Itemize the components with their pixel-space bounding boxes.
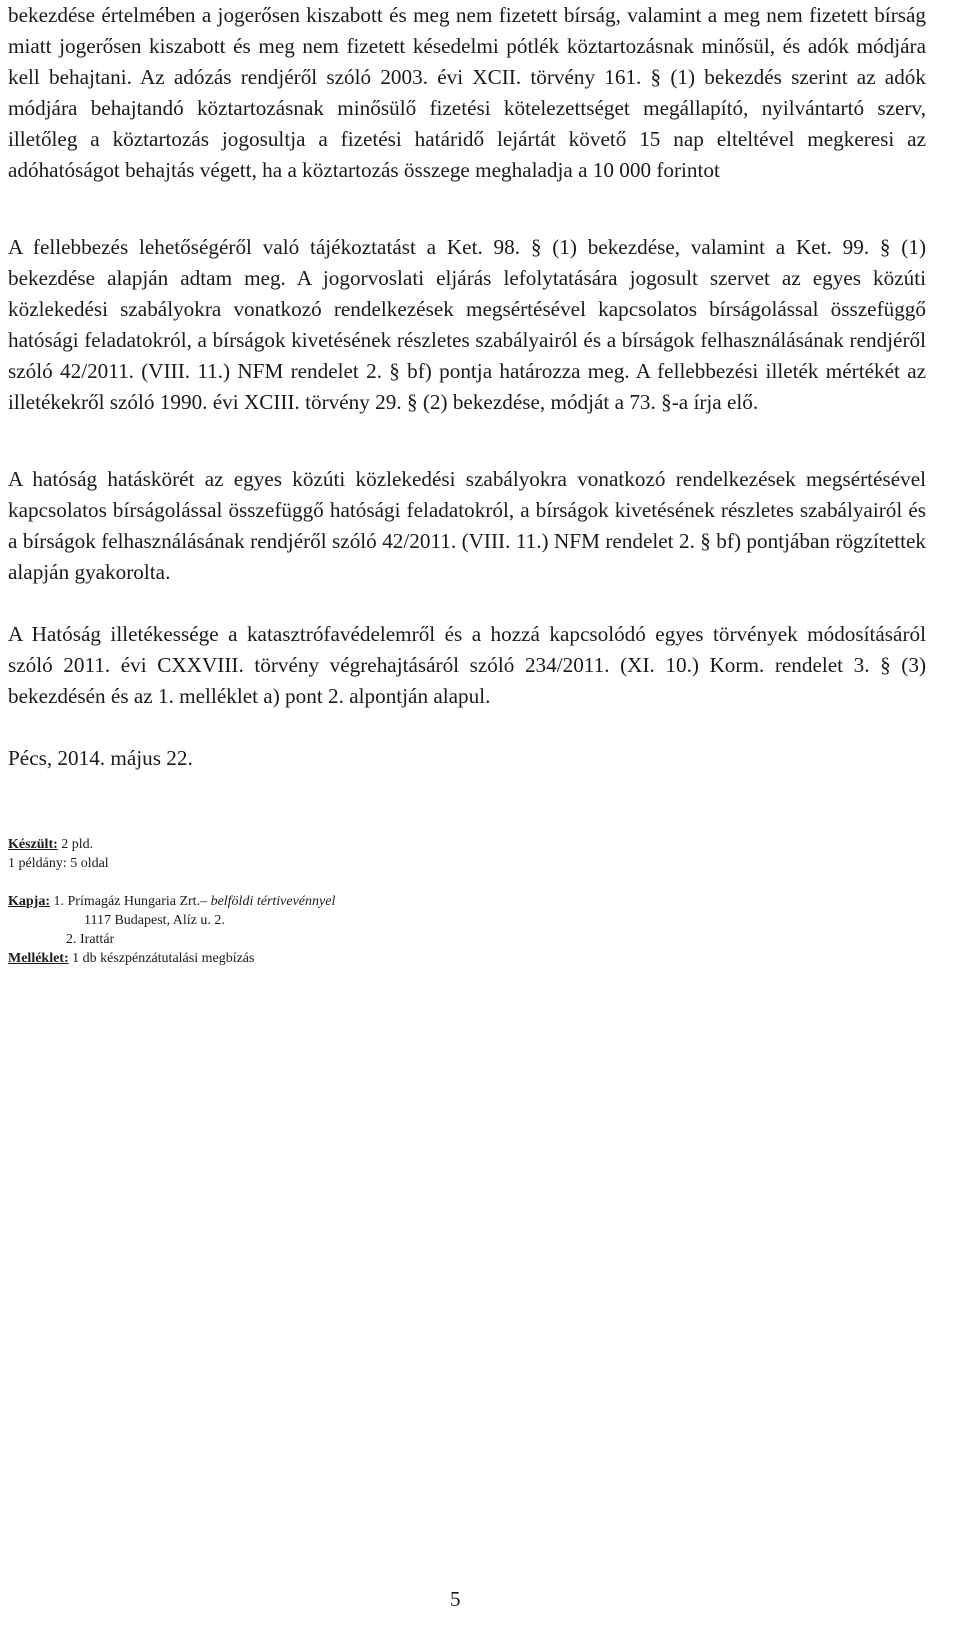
recipient-1: 1. Prímagáz Hungaria Zrt. <box>53 894 201 909</box>
page-number: 5 <box>450 1587 461 1611</box>
recipient-2: 2. Irattár <box>66 932 115 947</box>
recipients-block <box>8 892 335 968</box>
recipient-1-address: 1117 Budapest, Alíz u. 2. <box>84 913 225 928</box>
paragraph-appeal-info: A fellebbezés lehetőségéről való tájékoztatást a Ket. 98. § (1) bekezdése, valamint a Ket. 99. § (1) bekezdése alapján adtam meg. A jogorvoslati eljárás lefolytatására jogosult szervet az egyes közúti közlekedési szabályokra vonatkozó rendelkezések megsértésével kapcsolatos bírságolással összefüggő hatósági feladatokról, a bírságok kivetésének részletes szabályairól és a bírságok felhasználásának rendjéről szóló 42/2011. (VIII. 11.) NFM rendelet 2. § bf) pontja határozza meg. A fellebbezési illeték mértékét az illetékekről szóló 1990. évi XCIII. törvény 29. § (2) bekezdése, módját a 73. §-a írja elő. <box>8 235 926 414</box>
prepared-pages: 1 példány: 5 oldal <box>8 856 109 871</box>
paragraph-authority-competence: A hatóság hatáskörét az egyes közúti közlekedési szabályokra vonatkozó rendelkezések megsértésével kapcsolatos bírságolással összefüggő hatósági feladatokról, a bírságok kivetésének részletes szabályairól és a bírságok felhasználásának rendjéről szóló 42/2011. (VIII. 11.) NFM rendelet 2. § bf) pontjában rögzítettek alapján gyakorolta. <box>8 467 926 584</box>
recipients-label: Kapja: <box>8 894 50 909</box>
paragraph-enforcement: bekezdése értelmében a jogerősen kiszabott és meg nem fizetett bírság, valamint a meg nem fizetett bírság miatt jogerősen kiszabott és meg nem fizetett késedelmi pótlék köztartozásnak minősül, és adók módjára kell behajtani. Az adózás rendjéről szóló 2003. évi XCII. törvény 161. § (1) bekezdés szerint az adók módjára behajtandó köztartozásnak minősülő fizetési kötelezettséget megállapító, nyilvántartó szerv, illetőleg a köztartozás jogosultja a fizetési határidő lejártát követő 15 nap elteltével megkeresi az adóhatóságot behajtás végett, ha a köztartozás összege meghaladja a 10 000 forintot <box>8 3 926 182</box>
prepared-block <box>8 835 109 873</box>
attachment-label: Melléklet: <box>8 951 69 966</box>
prepared-label: Készült: <box>8 837 58 852</box>
recipient-1-delivery-mode: belföldi tértivevénnyel <box>210 894 336 909</box>
attachment-text: 1 db készpénzátutalási megbízás <box>72 951 255 966</box>
recipient-1-dash: – <box>200 894 208 909</box>
place-and-date: Pécs, 2014. május 22. <box>8 746 193 770</box>
prepared-copies: 2 pld. <box>61 837 94 852</box>
paragraph-jurisdiction: A Hatóság illetékessége a katasztrófavédelemről és a hozzá kapcsolódó egyes törvények módosításáról szóló 2011. évi CXXVIII. törvény végrehajtásáról szóló 234/2011. (XI. 10.) Korm. rendelet 3. § (3) bekezdésén és az 1. melléklet a) pont 2. alpontján alapul. <box>8 622 926 708</box>
